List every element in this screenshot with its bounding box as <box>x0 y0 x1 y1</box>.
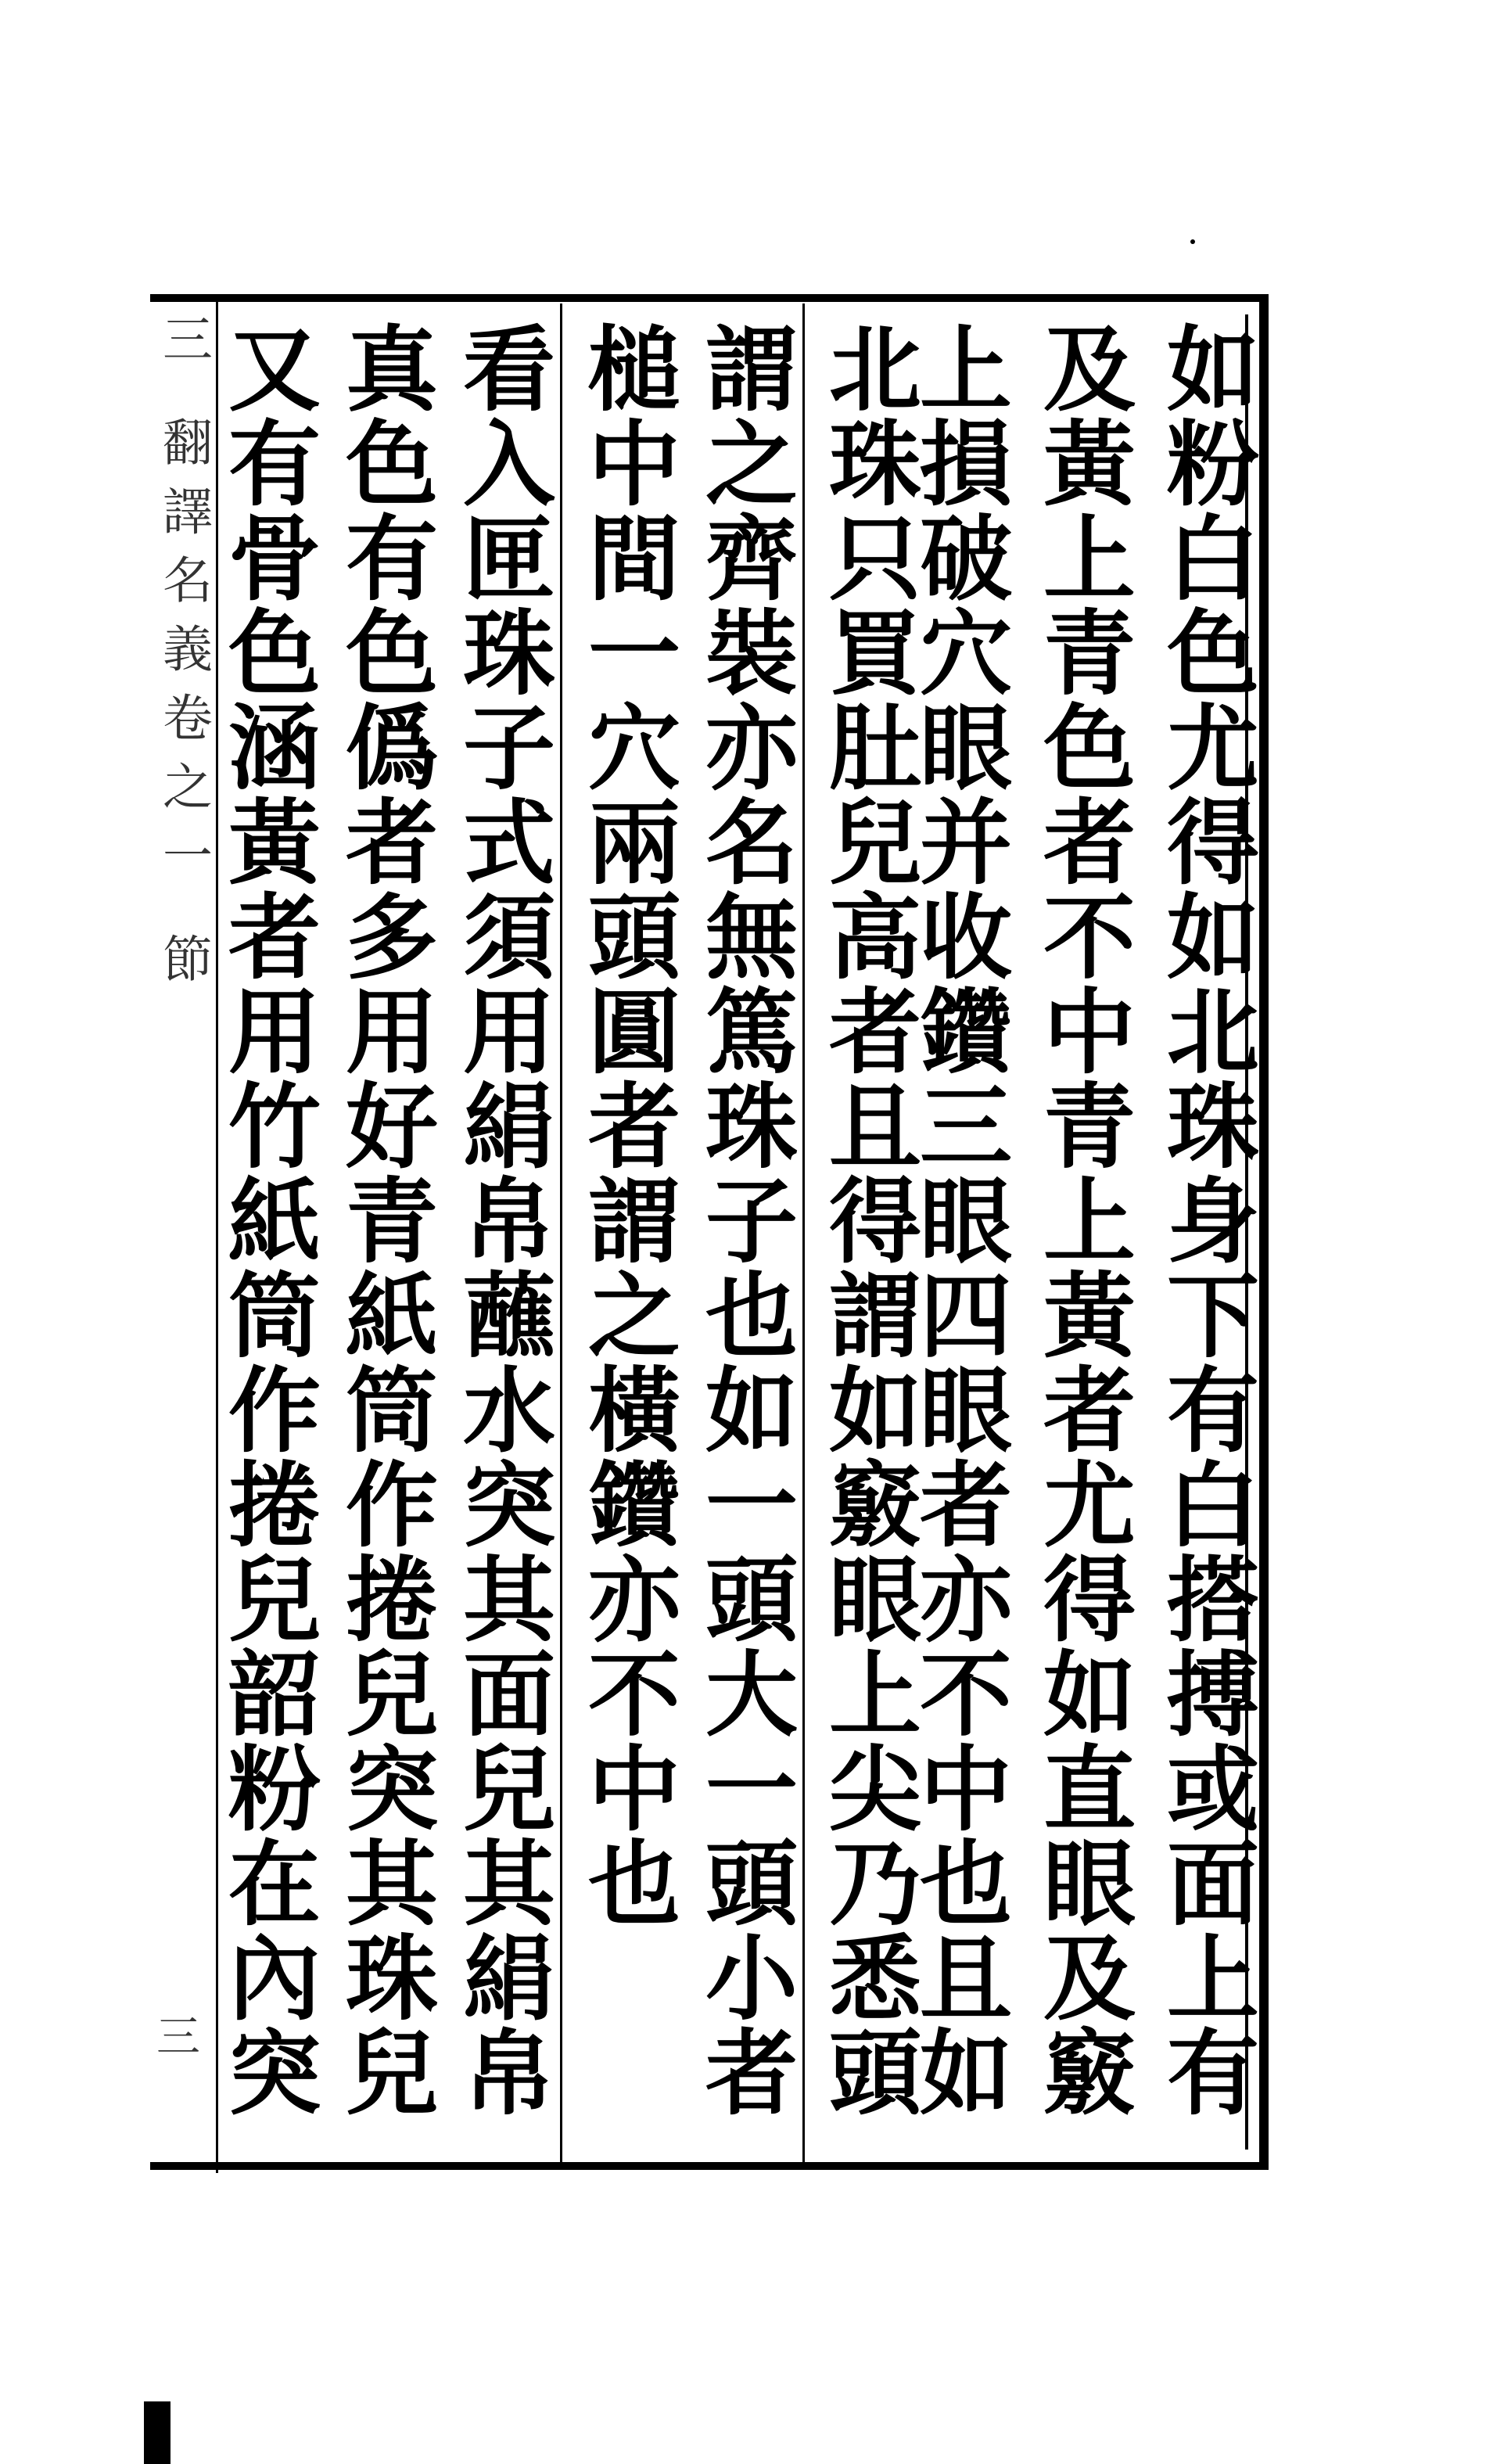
column-separator <box>802 304 805 2165</box>
gutter-title: 三 翻譯名義卷之一 節 <box>154 313 212 1002</box>
text-column-9: 又有骨色涵黃者用竹紙筒作捲兒韶粉在內突 <box>213 321 321 2119</box>
text-column-1: 如粉白色尤得如北珠身下有白搭搏或面上有 <box>1151 321 1260 2119</box>
text-column-3: 上損破穴眼并收鑽三眼四眼者亦不中也且如 <box>904 321 1013 2119</box>
text-column-5: 謂之齊裝亦名無篤珠子也如一頭大一頭小者 <box>690 321 799 2119</box>
text-column-4: 北珠只買肚兒高者且得謂如竅眼上尖乃悉頭 <box>813 321 922 2119</box>
gutter-page-number: 三 <box>156 2012 200 2063</box>
text-column-2: 及黃上青色者不中青上黃者尤得如直眼及竅 <box>1028 321 1136 2119</box>
text-column-7: 看入匣珠子式須用絹帛蘸水突其面兒其絹帛 <box>447 321 556 2119</box>
ink-dot <box>1190 239 1195 244</box>
text-column-8: 真色有色僞者多用好青紙筒作捲兒突其珠兒 <box>330 321 439 2119</box>
text-column-6: 槌中間一穴兩頭圓者謂之橫鑽亦不中也 <box>573 321 681 1930</box>
gutter-foot-mark <box>144 2401 170 2464</box>
column-separator <box>560 304 562 2165</box>
